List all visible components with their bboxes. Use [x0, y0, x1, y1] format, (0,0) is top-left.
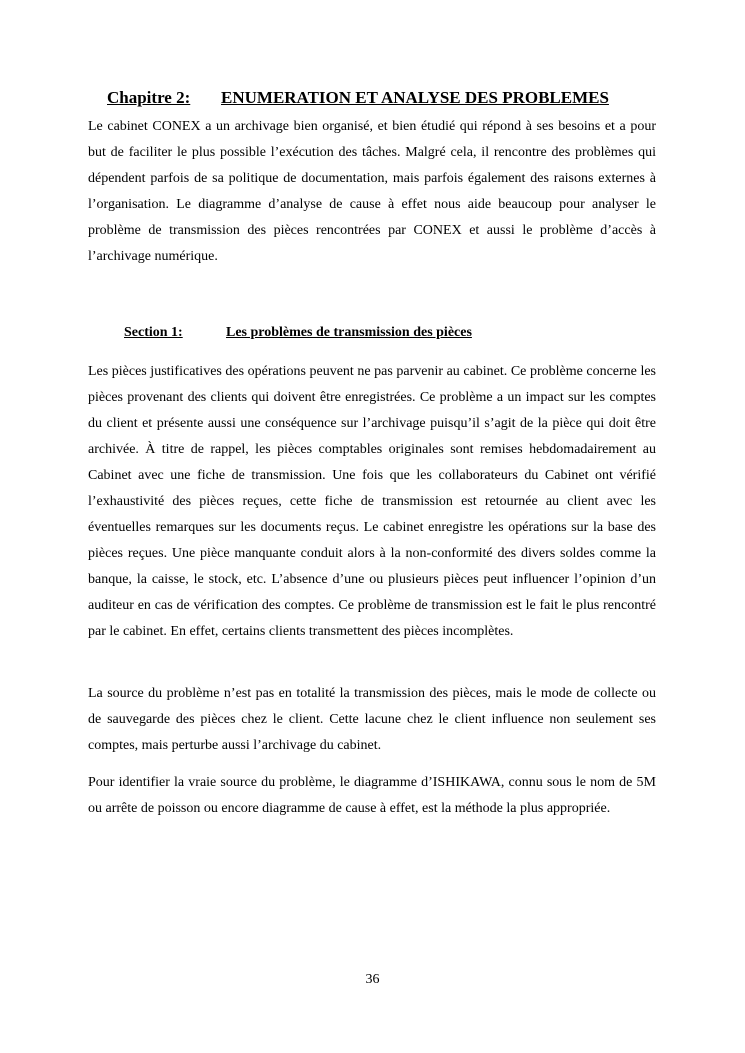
chapter-label: Chapitre 2:	[107, 88, 191, 107]
intro-paragraph: Le cabinet CONEX a un archivage bien organisé, et bien étudié qui répond à ses besoins et a pour but de faciliter le plus possible l’exécution des tâches. Malgré cela, il rencontre des problèmes qui dépendent parfois de sa politique de documentation, mais parfois également des raisons externes à l’organisation. Le diagramme d’analyse de cause à effet nous aide beaucoup pour analyser le problème de transmission des pièces rencontrées par CONEX et aussi le problème d’accès à l’archivage numérique.	[88, 119, 656, 264]
section-paragraph-3: Pour identifier la vraie source du problème, le diagramme d’ISHIKAWA, connu sous le nom de 5M ou arrête de poisson ou encore diagramme de cause à effet, est la méthode la plus appropriée.	[88, 775, 656, 816]
chapter-heading	[107, 87, 609, 109]
section-paragraph-2: La source du problème n’est pas en totalité la transmission des pièces, mais le mode de collecte ou de sauvegarde des pièces chez le client. Cette lacune chez le client influence non seulement ses comptes, mais perturbe aussi l’archivage du cabinet.	[88, 686, 656, 753]
chapter-title: ENUMERATION ET ANALYSE DES PROBLEMES	[221, 88, 609, 107]
section-title: Les problèmes de transmission des pièces	[226, 325, 472, 340]
section-label: Section 1:	[124, 325, 183, 340]
section-heading	[124, 323, 472, 343]
page-number: 36	[365, 972, 380, 987]
section-paragraph-1: Les pièces justificatives des opérations peuvent ne pas parvenir au cabinet. Ce problème concerne les pièces provenant des clients qui doivent être enregistrées. Ce problème a un impact sur les comptes du client et présente aussi une conséquence sur l’archivage puisqu’il s’agit de la pièce qui doit être archivée. À titre de rappel, les pièces comptables originales sont remises hebdomadairement au Cabinet avec une fiche de transmission. Une fois que les collaborateurs du Cabinet ont vérifié l’exhaustivité des pièces reçues, cette fiche de transmission est retournée au client avec les éventuelles remarques sur les documents reçus. Le cabinet enregistre les opérations sur la base des pièces reçues. Une pièce manquante conduit alors à la non-conformité des divers soldes comme la banque, la caisse, le stock, etc. L’absence d’une ou plusieurs pièces peut influencer l’opinion d’un auditeur en cas de vérification des comptes. Ce problème de transmission est le fait le plus rencontré par le cabinet. En effet, certains clients transmettent des pièces incomplètes.	[88, 364, 656, 639]
